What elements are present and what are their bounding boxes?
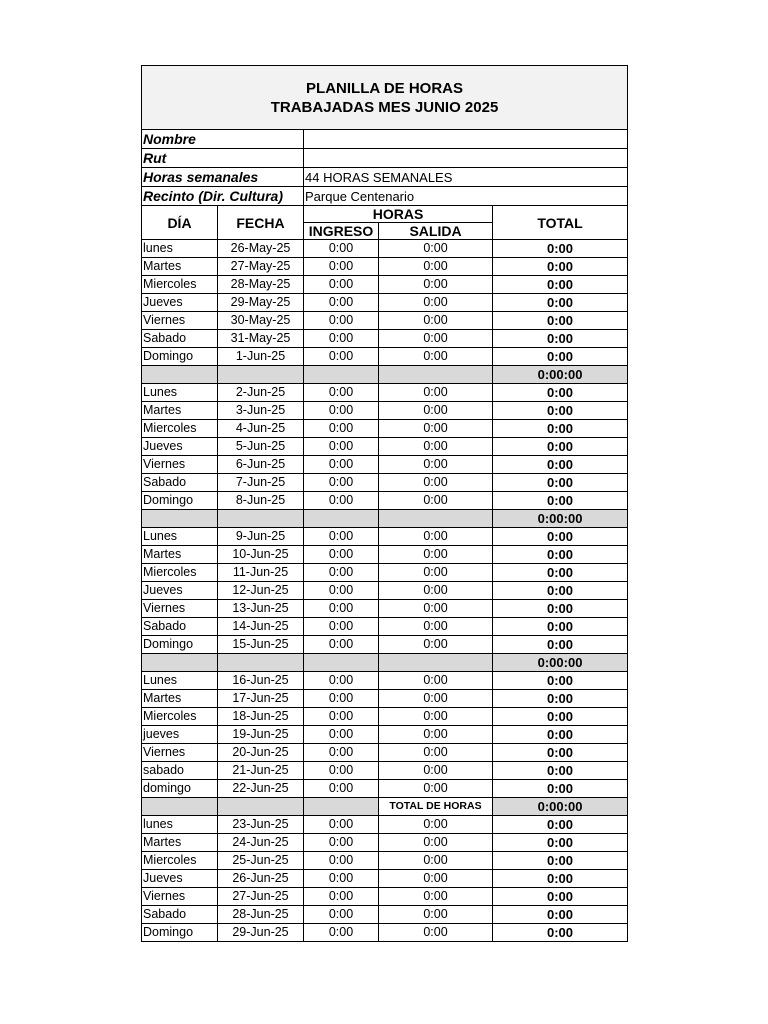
ingreso-cell[interactable]: 0:00	[304, 636, 379, 654]
table-row	[142, 888, 628, 906]
salida-cell[interactable]: 0:00	[379, 546, 493, 564]
date-cell: 29-Jun-25	[218, 924, 304, 942]
subtotal-blank	[304, 654, 379, 672]
ingreso-cell[interactable]: 0:00	[304, 690, 379, 708]
subtotal-blank	[218, 654, 304, 672]
day-name-cell: Martes	[142, 258, 218, 276]
table-row	[142, 330, 628, 348]
day-total-cell: 0:00	[493, 888, 628, 906]
date-cell: 27-Jun-25	[218, 888, 304, 906]
salida-cell[interactable]: 0:00	[379, 726, 493, 744]
date-cell: 8-Jun-25	[218, 492, 304, 510]
date-cell: 1-Jun-25	[218, 348, 304, 366]
day-name-cell: Martes	[142, 834, 218, 852]
ingreso-cell[interactable]: 0:00	[304, 582, 379, 600]
table-row	[142, 258, 628, 276]
table-row	[142, 852, 628, 870]
week-subtotal-value: 0:00:00	[493, 654, 628, 672]
ingreso-cell[interactable]: 0:00	[304, 438, 379, 456]
day-total-cell: 0:00	[493, 582, 628, 600]
day-name-cell: Domingo	[142, 348, 218, 366]
table-row	[142, 780, 628, 798]
day-name-cell: Miercoles	[142, 420, 218, 438]
day-total-cell: 0:00	[493, 348, 628, 366]
subtotal-blank	[142, 654, 218, 672]
salida-cell[interactable]: 0:00	[379, 618, 493, 636]
week-subtotal-value: 0:00:00	[493, 366, 628, 384]
table-row	[142, 456, 628, 474]
date-cell: 19-Jun-25	[218, 726, 304, 744]
date-cell: 3-Jun-25	[218, 402, 304, 420]
salida-cell[interactable]: 0:00	[379, 294, 493, 312]
table-row	[142, 348, 628, 366]
date-cell: 26-May-25	[218, 240, 304, 258]
date-cell: 18-Jun-25	[218, 708, 304, 726]
salida-cell[interactable]: 0:00	[379, 492, 493, 510]
ingreso-cell[interactable]: 0:00	[304, 744, 379, 762]
ingreso-cell[interactable]: 0:00	[304, 492, 379, 510]
salida-cell[interactable]: 0:00	[379, 420, 493, 438]
day-total-cell: 0:00	[493, 618, 628, 636]
day-name-cell: Miercoles	[142, 564, 218, 582]
day-name-cell: sabado	[142, 762, 218, 780]
day-name-cell: Lunes	[142, 384, 218, 402]
day-total-cell: 0:00	[493, 708, 628, 726]
date-cell: 14-Jun-25	[218, 618, 304, 636]
day-total-cell: 0:00	[493, 690, 628, 708]
week-subtotal-row	[142, 798, 628, 816]
subtotal-blank	[218, 798, 304, 816]
nombre-field[interactable]	[304, 130, 628, 149]
timesheet-table	[141, 65, 628, 942]
salida-cell[interactable]: 0:00	[379, 240, 493, 258]
day-total-cell: 0:00	[493, 546, 628, 564]
salida-cell[interactable]: 0:00	[379, 582, 493, 600]
table-row	[142, 528, 628, 546]
date-cell: 21-Jun-25	[218, 762, 304, 780]
horas-semanales-field[interactable]: 44 HORAS SEMANALES	[304, 168, 628, 187]
subtotal-blank	[304, 798, 379, 816]
date-cell: 7-Jun-25	[218, 474, 304, 492]
date-cell: 23-Jun-25	[218, 816, 304, 834]
subtotal-blank	[304, 510, 379, 528]
ingreso-cell[interactable]: 0:00	[304, 258, 379, 276]
table-row	[142, 240, 628, 258]
date-cell: 4-Jun-25	[218, 420, 304, 438]
ingreso-cell[interactable]: 0:00	[304, 852, 379, 870]
header-horas: HORAS	[304, 206, 493, 223]
day-name-cell: Domingo	[142, 492, 218, 510]
day-total-cell: 0:00	[493, 816, 628, 834]
date-cell: 22-Jun-25	[218, 780, 304, 798]
table-row	[142, 420, 628, 438]
day-name-cell: Sabado	[142, 474, 218, 492]
ingreso-cell[interactable]: 0:00	[304, 546, 379, 564]
date-cell: 25-Jun-25	[218, 852, 304, 870]
day-name-cell: Jueves	[142, 870, 218, 888]
date-cell: 9-Jun-25	[218, 528, 304, 546]
ingreso-cell[interactable]: 0:00	[304, 528, 379, 546]
day-name-cell: Lunes	[142, 528, 218, 546]
date-cell: 29-May-25	[218, 294, 304, 312]
day-name-cell: Martes	[142, 690, 218, 708]
day-total-cell: 0:00	[493, 402, 628, 420]
subtotal-label	[379, 366, 493, 384]
day-total-cell: 0:00	[493, 438, 628, 456]
day-total-cell: 0:00	[493, 420, 628, 438]
salida-cell[interactable]: 0:00	[379, 456, 493, 474]
day-total-cell: 0:00	[493, 384, 628, 402]
salida-cell[interactable]: 0:00	[379, 762, 493, 780]
day-total-cell: 0:00	[493, 924, 628, 942]
day-total-cell: 0:00	[493, 780, 628, 798]
salida-cell[interactable]: 0:00	[379, 402, 493, 420]
day-name-cell: Jueves	[142, 438, 218, 456]
table-row	[142, 762, 628, 780]
date-cell: 28-Jun-25	[218, 906, 304, 924]
ingreso-cell[interactable]: 0:00	[304, 618, 379, 636]
table-row	[142, 834, 628, 852]
title-line-2: TRABAJADAS MES JUNIO 2025	[270, 98, 499, 116]
table-row	[142, 924, 628, 942]
day-total-cell: 0:00	[493, 672, 628, 690]
table-row	[142, 672, 628, 690]
table-row	[142, 582, 628, 600]
subtotal-blank	[142, 798, 218, 816]
ingreso-cell[interactable]: 0:00	[304, 312, 379, 330]
day-name-cell: Jueves	[142, 582, 218, 600]
day-name-cell: lunes	[142, 816, 218, 834]
salida-cell[interactable]: 0:00	[379, 528, 493, 546]
date-cell: 5-Jun-25	[218, 438, 304, 456]
salida-cell[interactable]: 0:00	[379, 924, 493, 942]
salida-cell[interactable]: 0:00	[379, 870, 493, 888]
date-cell: 31-May-25	[218, 330, 304, 348]
day-total-cell: 0:00	[493, 456, 628, 474]
day-total-cell: 0:00	[493, 276, 628, 294]
ingreso-cell[interactable]: 0:00	[304, 780, 379, 798]
salida-cell[interactable]: 0:00	[379, 474, 493, 492]
day-name-cell: jueves	[142, 726, 218, 744]
table-row	[142, 384, 628, 402]
day-name-cell: Viernes	[142, 744, 218, 762]
ingreso-cell[interactable]: 0:00	[304, 708, 379, 726]
ingreso-cell[interactable]: 0:00	[304, 924, 379, 942]
day-total-cell: 0:00	[493, 564, 628, 582]
ingreso-cell[interactable]: 0:00	[304, 420, 379, 438]
date-cell: 2-Jun-25	[218, 384, 304, 402]
salida-cell[interactable]: 0:00	[379, 906, 493, 924]
day-total-cell: 0:00	[493, 636, 628, 654]
day-total-cell: 0:00	[493, 258, 628, 276]
ingreso-cell[interactable]: 0:00	[304, 726, 379, 744]
table-row	[142, 726, 628, 744]
day-total-cell: 0:00	[493, 600, 628, 618]
day-name-cell: Sabado	[142, 618, 218, 636]
salida-cell[interactable]: 0:00	[379, 348, 493, 366]
ingreso-cell[interactable]: 0:00	[304, 564, 379, 582]
salida-cell[interactable]: 0:00	[379, 708, 493, 726]
salida-cell[interactable]: 0:00	[379, 330, 493, 348]
ingreso-cell[interactable]: 0:00	[304, 276, 379, 294]
ingreso-cell[interactable]: 0:00	[304, 762, 379, 780]
day-name-cell: Lunes	[142, 672, 218, 690]
date-cell: 6-Jun-25	[218, 456, 304, 474]
day-name-cell: Martes	[142, 546, 218, 564]
day-total-cell: 0:00	[493, 762, 628, 780]
table-row	[142, 600, 628, 618]
header-ingreso: INGRESO	[304, 223, 379, 240]
day-name-cell: Miercoles	[142, 276, 218, 294]
day-total-cell: 0:00	[493, 492, 628, 510]
subtotal-label	[379, 510, 493, 528]
salida-cell[interactable]: 0:00	[379, 834, 493, 852]
table-row	[142, 618, 628, 636]
header-total: TOTAL	[493, 206, 628, 240]
recinto-field[interactable]: Parque Centenario	[304, 187, 628, 206]
table-row	[142, 438, 628, 456]
rut-field[interactable]	[304, 149, 628, 168]
table-row	[142, 870, 628, 888]
salida-cell[interactable]: 0:00	[379, 690, 493, 708]
day-total-cell: 0:00	[493, 906, 628, 924]
day-name-cell: Sabado	[142, 906, 218, 924]
table-row	[142, 744, 628, 762]
table-row	[142, 906, 628, 924]
day-total-cell: 0:00	[493, 294, 628, 312]
table-row	[142, 294, 628, 312]
day-total-cell: 0:00	[493, 330, 628, 348]
timesheet	[141, 65, 627, 942]
header-salida: SALIDA	[379, 223, 493, 240]
date-cell: 15-Jun-25	[218, 636, 304, 654]
subtotal-label	[379, 654, 493, 672]
ingreso-cell[interactable]: 0:00	[304, 672, 379, 690]
ingreso-cell[interactable]: 0:00	[304, 888, 379, 906]
day-name-cell: Miercoles	[142, 708, 218, 726]
salida-cell[interactable]: 0:00	[379, 816, 493, 834]
week-subtotal-row	[142, 366, 628, 384]
day-total-cell: 0:00	[493, 870, 628, 888]
ingreso-cell[interactable]: 0:00	[304, 834, 379, 852]
label-horas-semanales: Horas semanales	[142, 168, 304, 187]
date-cell: 16-Jun-25	[218, 672, 304, 690]
date-cell: 10-Jun-25	[218, 546, 304, 564]
day-total-cell: 0:00	[493, 528, 628, 546]
date-cell: 30-May-25	[218, 312, 304, 330]
day-name-cell: Viernes	[142, 456, 218, 474]
salida-cell[interactable]: 0:00	[379, 438, 493, 456]
salida-cell[interactable]: 0:00	[379, 564, 493, 582]
salida-cell[interactable]: 0:00	[379, 600, 493, 618]
header-fecha: FECHA	[218, 206, 304, 240]
ingreso-cell[interactable]: 0:00	[304, 600, 379, 618]
date-cell: 17-Jun-25	[218, 690, 304, 708]
date-cell: 11-Jun-25	[218, 564, 304, 582]
table-row	[142, 546, 628, 564]
salida-cell[interactable]: 0:00	[379, 276, 493, 294]
day-name-cell: Domingo	[142, 636, 218, 654]
table-row	[142, 312, 628, 330]
table-row	[142, 816, 628, 834]
label-nombre: Nombre	[142, 130, 304, 149]
day-total-cell: 0:00	[493, 726, 628, 744]
day-name-cell: lunes	[142, 240, 218, 258]
label-rut: Rut	[142, 149, 304, 168]
label-recinto: Recinto (Dir. Cultura)	[142, 187, 304, 206]
day-name-cell: Miercoles	[142, 852, 218, 870]
day-name-cell: Sabado	[142, 330, 218, 348]
date-cell: 12-Jun-25	[218, 582, 304, 600]
table-row	[142, 636, 628, 654]
ingreso-cell[interactable]: 0:00	[304, 330, 379, 348]
day-total-cell: 0:00	[493, 852, 628, 870]
subtotal-blank	[218, 366, 304, 384]
ingreso-cell[interactable]: 0:00	[304, 456, 379, 474]
week-subtotal-value: 0:00:00	[493, 510, 628, 528]
table-row	[142, 276, 628, 294]
date-cell: 24-Jun-25	[218, 834, 304, 852]
date-cell: 20-Jun-25	[218, 744, 304, 762]
day-total-cell: 0:00	[493, 834, 628, 852]
day-name-cell: domingo	[142, 780, 218, 798]
week-subtotal-row	[142, 510, 628, 528]
subtotal-label: TOTAL DE HORAS	[379, 798, 493, 816]
table-row	[142, 690, 628, 708]
subtotal-blank	[304, 366, 379, 384]
salida-cell[interactable]: 0:00	[379, 780, 493, 798]
ingreso-cell[interactable]: 0:00	[304, 870, 379, 888]
subtotal-blank	[218, 510, 304, 528]
ingreso-cell[interactable]: 0:00	[304, 474, 379, 492]
day-name-cell: Martes	[142, 402, 218, 420]
date-cell: 13-Jun-25	[218, 600, 304, 618]
salida-cell[interactable]: 0:00	[379, 258, 493, 276]
salida-cell[interactable]: 0:00	[379, 312, 493, 330]
day-total-cell: 0:00	[493, 744, 628, 762]
day-total-cell: 0:00	[493, 474, 628, 492]
subtotal-blank	[142, 366, 218, 384]
table-row	[142, 402, 628, 420]
salida-cell[interactable]: 0:00	[379, 744, 493, 762]
day-name-cell: Jueves	[142, 294, 218, 312]
salida-cell[interactable]: 0:00	[379, 852, 493, 870]
ingreso-cell[interactable]: 0:00	[304, 240, 379, 258]
day-total-cell: 0:00	[493, 240, 628, 258]
date-cell: 28-May-25	[218, 276, 304, 294]
salida-cell[interactable]: 0:00	[379, 636, 493, 654]
ingreso-cell[interactable]: 0:00	[304, 348, 379, 366]
subtotal-blank	[142, 510, 218, 528]
day-name-cell: Viernes	[142, 600, 218, 618]
salida-cell[interactable]: 0:00	[379, 384, 493, 402]
salida-cell[interactable]: 0:00	[379, 672, 493, 690]
salida-cell[interactable]: 0:00	[379, 888, 493, 906]
date-cell: 27-May-25	[218, 258, 304, 276]
sheet-title	[142, 66, 628, 130]
header-dia: DÍA	[142, 206, 218, 240]
day-total-cell: 0:00	[493, 312, 628, 330]
table-row	[142, 492, 628, 510]
date-cell: 26-Jun-25	[218, 870, 304, 888]
ingreso-cell[interactable]: 0:00	[304, 816, 379, 834]
table-row	[142, 474, 628, 492]
week-subtotal-value: 0:00:00	[493, 798, 628, 816]
day-name-cell: Domingo	[142, 924, 218, 942]
title-line-1: PLANILLA DE HORAS	[306, 79, 463, 97]
ingreso-cell[interactable]: 0:00	[304, 906, 379, 924]
day-name-cell: Viernes	[142, 312, 218, 330]
table-row	[142, 708, 628, 726]
week-subtotal-row	[142, 654, 628, 672]
ingreso-cell[interactable]: 0:00	[304, 384, 379, 402]
ingreso-cell[interactable]: 0:00	[304, 294, 379, 312]
ingreso-cell[interactable]: 0:00	[304, 402, 379, 420]
day-name-cell: Viernes	[142, 888, 218, 906]
table-row	[142, 564, 628, 582]
